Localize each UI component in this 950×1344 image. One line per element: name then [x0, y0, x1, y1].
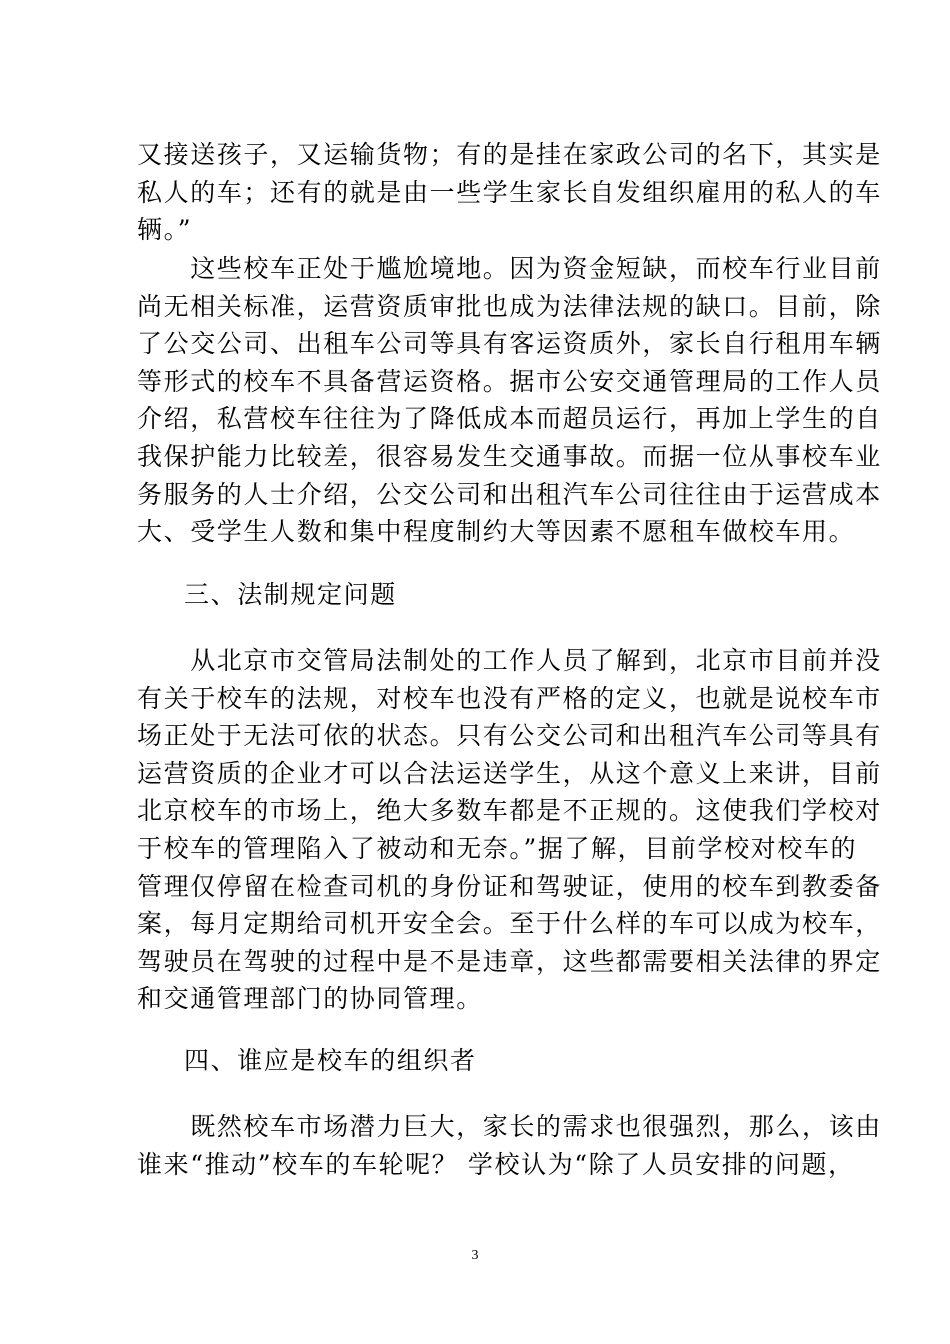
text-line: 既然校车市场潜力巨大，家长的需求也很强烈，那么，该由 [137, 1112, 882, 1141]
text-line: 和交通管理部门的协同管理。 [137, 984, 483, 1014]
text-line: 管理仅停留在检查司机的身份证和驾驶证，使用的校车到教委备 [137, 871, 882, 901]
text-line: 运营资质的企业才可以合法运送学生，从这个意义上来讲，目前 [137, 758, 882, 788]
text-line: 了公交公司、出租车公司等具有客运资质外，家长自行租用车辆 [137, 329, 882, 359]
paragraph-3 [137, 642, 882, 1018]
section-heading-3: 三、法制规定问题 [184, 580, 397, 609]
text-line: 辆。” [137, 215, 193, 245]
text-line: 这些校车正处于尴尬境地。因为资金短缺，而校车行业目前 [137, 254, 882, 283]
paragraph-4 [137, 1108, 882, 1183]
text-line: 大、受学生人数和集中程度制约大等因素不愿租车做校车用。 [137, 517, 856, 547]
text-line: 谁来“推动”校车的车轮呢？ 学校认为“除了人员安排的问题， [137, 1149, 855, 1179]
paragraph-2 [137, 250, 882, 551]
text-line: 场正处于无法可依的状态。只有公交公司和出租汽车公司等具有 [137, 721, 882, 751]
paragraph-1 [137, 136, 882, 249]
text-line: 尚无相关标准，运营资质审批也成为法律法规的缺口。目前，除 [137, 291, 882, 321]
page-number: 3 [471, 1248, 479, 1263]
text-line: 有关于校车的法规，对校车也没有严格的定义，也就是说校车市 [137, 683, 882, 713]
text-line: 务服务的人士介绍，公交公司和出租汽车公司往往由于运营成本 [137, 479, 882, 509]
text-line: 私人的车；还有的就是由一些学生家长自发组织雇用的私人的车 [137, 177, 882, 207]
text-line: 驾驶员在驾驶的过程中是不是违章，这些都需要相关法律的界定 [137, 946, 882, 976]
text-line: 等形式的校车不具备营运资格。据市公安交通管理局的工作人员 [137, 366, 882, 396]
text-line: 又接送孩子，又运输货物；有的是挂在家政公司的名下，其实是 [137, 140, 882, 169]
text-line: 于校车的管理陷入了被动和无奈。”据了解，目前学校对校车的 [137, 833, 858, 863]
text-line: 我保护能力比较差，很容易发生交通事故。而据一位从事校车业 [137, 441, 882, 471]
text-line: 北京校车的市场上，绝大多数车都是不正规的。这使我们学校对 [137, 796, 882, 826]
text-line: 从北京市交管局法制处的工作人员了解到，北京市目前并没 [137, 646, 882, 675]
text-line: 案，每月定期给司机开安全会。至于什么样的车可以成为校车， [137, 909, 882, 939]
text-line: 介绍，私营校车往往为了降低成本而超员运行，再加上学生的自 [137, 404, 882, 434]
section-heading-4: 四、谁应是校车的组织者 [184, 1046, 477, 1075]
